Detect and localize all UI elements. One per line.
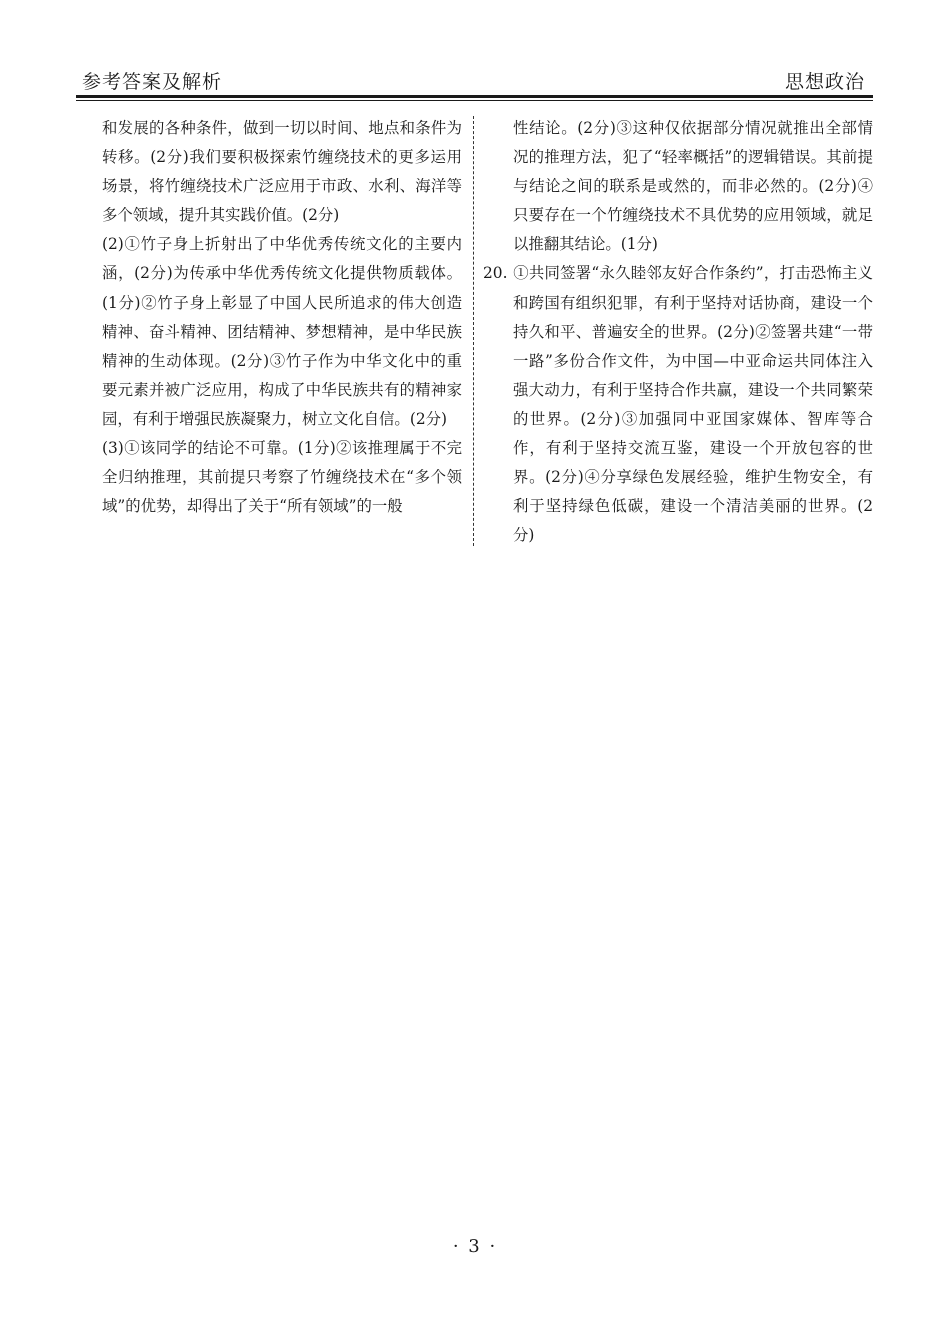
question-20-text: ①共同签署“永久睦邻友好合作条约”，打击恐怖主义和跨国有组织犯罪，有利于坚持对话协商，建设一个持久和平、普遍安全的世界。(2分)②签署共建“一带一路”多份合作文件，为中国—中亚命运共同体注入强大动力，有利于坚持合作共赢，建设一个共同繁荣的世界。(2分)③加强同中亚国家媒体、智库等合作，有利于坚持交流互鉴，建设一个开放包容的世界。(2分)④分享绿色发展经验，维护生物安全，有利于坚持绿色低碳，建设一个清洁美丽的世界。(2分) bbox=[513, 264, 873, 545]
answer-paragraph-2: (2)①竹子身上折射出了中华优秀传统文化的主要内涵，(2分)为传承中华优秀传统文化提供物质载体。(1分)②竹子身上彰显了中国人民所追求的伟大创造精神、奋斗精神、团结精神、梦想精神，是中华民族精神的生动体现。(2分)③竹子作为中华文化中的重要元素并被广泛应用，构成了中华民族共有的精神家园，有利于增强民族凝聚力，树立文化自信。(2分) bbox=[102, 235, 462, 428]
header-title-right: 思想政治 bbox=[784, 71, 865, 93]
column-separator bbox=[473, 116, 474, 546]
left-column bbox=[102, 114, 462, 521]
question-20-answer bbox=[483, 259, 873, 550]
question-20-number: 20. bbox=[483, 264, 508, 283]
header-rule-thin bbox=[76, 100, 873, 101]
page-header bbox=[76, 64, 873, 94]
answer-continuation: 性结论。(2分)③这种仅依据部分情况就推出全部情况的推理方法，犯了“轻率概括”的逻辑错误。其前提与结论之间的联系是或然的，而非必然的。(2分)④只要存在一个竹缠绕技术不具优势的应用领域，就足以推翻其结论。(1分) bbox=[513, 119, 873, 254]
header-rule-thick bbox=[76, 95, 873, 98]
answer-paragraph-3: (3)①该同学的结论不可靠。(1分)②该推理属于不完全归纳推理，其前提只考察了竹缠绕技术在“多个领域”的优势，却得出了关于“所有领域”的一般 bbox=[102, 439, 462, 516]
answer-paragraph-1: 和发展的各种条件，做到一切以时间、地点和条件为转移。(2分)我们要积极探索竹缠绕技术的更多运用场景，将竹缠绕技术广泛应用于市政、水利、海洋等多个领域，提升其实践价值。(2分) bbox=[102, 119, 462, 225]
page-number: · 3 · bbox=[452, 1236, 498, 1257]
right-column bbox=[483, 114, 873, 550]
header-title-left: 参考答案及解析 bbox=[82, 71, 223, 93]
